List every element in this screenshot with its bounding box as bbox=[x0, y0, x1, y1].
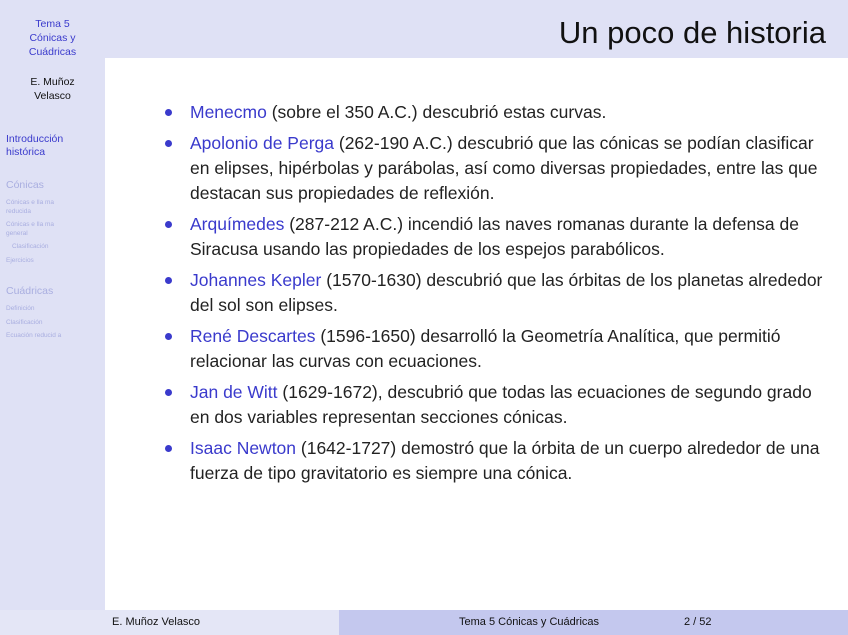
list-item bbox=[165, 131, 825, 206]
item-text: (1629-1672), descubrió que todas las ecuaciones de segundo grado en dos variables representan secciones cónicas. bbox=[190, 382, 812, 427]
item-text: (1596-1650) desarrolló la Geometría Analítica, que permitió relacionar las curvas con ecuaciones. bbox=[190, 326, 781, 371]
list-item bbox=[165, 380, 825, 430]
nav-subsection-label: Cónicas e lla ma bbox=[6, 221, 55, 228]
page-number: 2 / 52 bbox=[684, 616, 712, 628]
bullet-icon bbox=[165, 277, 172, 284]
nav-subsection-conicas-general[interactable] bbox=[6, 221, 105, 238]
nav-subsection-conicas-reducida[interactable] bbox=[6, 199, 105, 216]
nav-subsection-label: reducida bbox=[6, 207, 31, 215]
nav-section-label: Introducción bbox=[6, 133, 64, 145]
footer-author: E. Muñoz Velasco bbox=[112, 616, 201, 628]
page-title: Un poco de historia bbox=[558, 15, 826, 50]
item-text: (1570-1630) descubrió que las órbitas de los planetas alrededor del sol son elipses. bbox=[190, 270, 823, 315]
sidebar-presentation-title[interactable] bbox=[0, 17, 105, 59]
nav-subsection-clasificacion[interactable]: Clasificación bbox=[6, 318, 43, 326]
person-name: Apolonio de Perga bbox=[190, 133, 334, 153]
list-item bbox=[165, 324, 825, 374]
nav-section-cuadricas[interactable]: Cuádricas bbox=[6, 285, 54, 297]
nav-section-introduccion[interactable] bbox=[6, 133, 105, 159]
sidebar bbox=[0, 0, 105, 610]
nav-subsection-definicion[interactable]: Definición bbox=[6, 305, 35, 312]
item-text: (sobre el 350 A.C.) descubrió estas curvas. bbox=[266, 102, 607, 122]
person-name: Isaac Newton bbox=[190, 438, 297, 458]
nav-subsection-ecuacion-reducida[interactable]: Ecuación reducid a bbox=[6, 332, 62, 339]
nav-subsection-label: general bbox=[6, 229, 28, 237]
list-item bbox=[165, 100, 825, 125]
person-name: Menecmo bbox=[190, 102, 267, 122]
sidebar-author-line: Velasco bbox=[34, 90, 71, 102]
list-item bbox=[165, 436, 825, 486]
person-name: Jan de Witt bbox=[190, 382, 278, 402]
sidebar-author bbox=[0, 75, 105, 103]
history-list bbox=[165, 100, 825, 492]
nav-subsection-clasificacion[interactable]: Clasificación bbox=[12, 243, 49, 250]
bullet-icon bbox=[165, 221, 172, 228]
nav-section-conicas[interactable]: Cónicas bbox=[6, 179, 44, 191]
bullet-icon bbox=[165, 445, 172, 452]
item-text: (262-190 A.C.) descubrió que las cónicas se podían clasificar en elipses, hipérbolas y parábolas, así como diversas propiedades, entre las que destacan sus propiedades de reflexión. bbox=[190, 133, 818, 203]
nav-subsection-label: Cónicas e lla ma bbox=[6, 199, 55, 206]
sidebar-title-line: Cónicas y bbox=[29, 32, 76, 44]
sidebar-nav bbox=[0, 133, 105, 341]
person-name: René Descartes bbox=[190, 326, 316, 346]
sidebar-title-line: Cuádricas bbox=[28, 46, 77, 58]
list-item bbox=[165, 212, 825, 262]
bullet-icon bbox=[165, 389, 172, 396]
sidebar-title-line: Tema 5 bbox=[35, 18, 70, 30]
bullet-icon bbox=[165, 333, 172, 340]
sidebar-author-line: E. Muñoz bbox=[30, 76, 75, 88]
person-name: Arquímedes bbox=[190, 214, 285, 234]
item-text: (1642-1727) demostró que la órbita de un cuerpo alrededor de una fuerza de tipo gravitatorio es siempre una cónica. bbox=[190, 438, 820, 483]
item-text: (287-212 A.C.) incendió las naves romanas durante la defensa de Siracusa usando las propiedades de los espejos parabólicos. bbox=[190, 214, 799, 259]
bullet-icon bbox=[165, 140, 172, 147]
person-name: Johannes Kepler bbox=[190, 270, 322, 290]
bullet-icon bbox=[165, 109, 172, 116]
frame-header bbox=[105, 0, 848, 58]
footer-title: Tema 5 Cónicas y Cuádricas bbox=[459, 616, 600, 628]
nav-section-label: histórica bbox=[6, 146, 46, 158]
list-item bbox=[165, 268, 825, 318]
nav-subsection-ejercicios[interactable]: Ejercicios bbox=[6, 256, 34, 264]
